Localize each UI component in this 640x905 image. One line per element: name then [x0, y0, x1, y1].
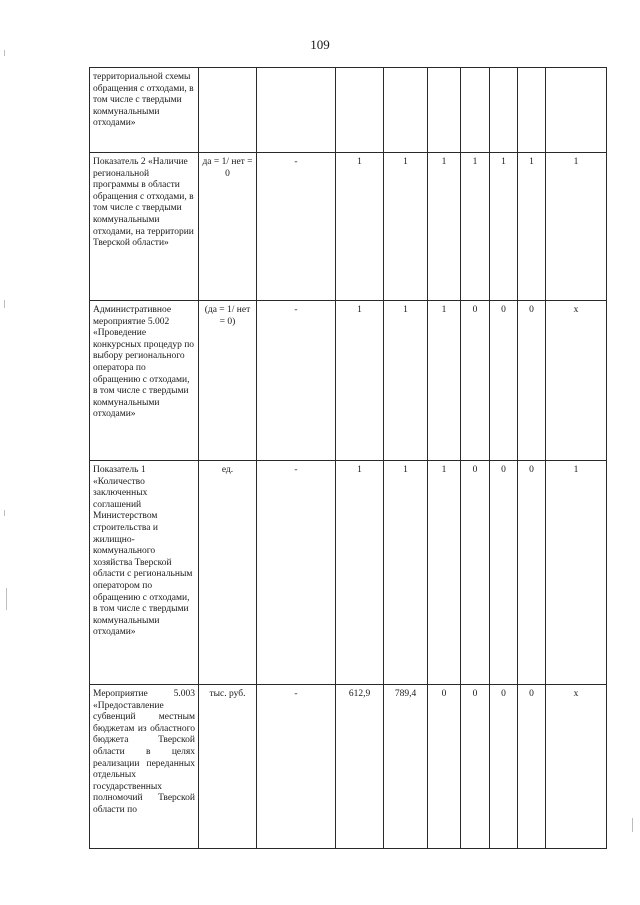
- table-row: [90, 153, 607, 301]
- value-cell-2: 1: [384, 461, 428, 685]
- value-cell-5: 0: [490, 461, 518, 685]
- unit-cell: [199, 68, 257, 153]
- final-value-cell: х: [546, 685, 607, 849]
- value-cell-4: [461, 68, 490, 153]
- table-row: [90, 301, 607, 461]
- row-name-cell: [90, 301, 199, 461]
- value-cell-3: 1: [428, 461, 461, 685]
- value-cell-4: 0: [461, 301, 490, 461]
- row-name-cell: [90, 685, 199, 849]
- value-cell-3: 0: [428, 685, 461, 849]
- row-name: Показатель 1 «Количество заключенных соглашений Министерством строительства и жилищно-коммунального хозяйства Тверской области с региональным оператором по обращению с отходами, в том числе с твердыми коммунальными отходами»: [93, 465, 193, 638]
- row-name: Мероприятие 5.003 «Предоставление субвенций местным бюджетам из областного бюджета Тверской области в целях реализации переданных отдельных государственных полномочий Тверской области по: [93, 689, 195, 815]
- value-cell-6: 0: [518, 301, 546, 461]
- value-cell-1: 1: [336, 301, 384, 461]
- base-value-cell: [257, 68, 336, 153]
- value-cell-1: 1: [336, 153, 384, 301]
- final-value-cell: 1: [546, 461, 607, 685]
- value-cell-6: 0: [518, 461, 546, 685]
- base-value-cell: -: [257, 301, 336, 461]
- row-name-cell: [90, 153, 199, 301]
- row-name-cell: [90, 68, 199, 153]
- value-cell-1: 612,9: [336, 685, 384, 849]
- unit-cell: да = 1/ нет = 0: [199, 153, 257, 301]
- value-cell-2: 1: [384, 301, 428, 461]
- table-row: [90, 68, 607, 153]
- indicator-table: [89, 67, 607, 849]
- row-name: территориальной схемы обращения с отходами, в том числе с твердыми коммунальными отходами»: [93, 72, 194, 129]
- row-name: Показатель 2 «Наличие региональной программы в области обращения с отходами, в том числе с твердыми коммунальными отходами, на территории Тверской области»: [93, 157, 194, 249]
- value-cell-5: 0: [490, 685, 518, 849]
- scan-artifact: [4, 510, 5, 516]
- page-number: 109: [310, 37, 330, 52]
- value-cell-2: [384, 68, 428, 153]
- scan-artifact: [6, 588, 7, 610]
- value-cell-3: [428, 68, 461, 153]
- table-row: [90, 685, 607, 849]
- scan-artifact: [4, 50, 5, 56]
- value-cell-5: [490, 68, 518, 153]
- value-cell-1: 1: [336, 461, 384, 685]
- value-cell-1: [336, 68, 384, 153]
- value-cell-6: 1: [518, 153, 546, 301]
- unit-cell: (да = 1/ нет = 0): [199, 301, 257, 461]
- row-name: Административное мероприятие 5.002 «Проведение конкурсных процедур по выбору регионального оператора по обращению с отходами, в том числе с твердыми коммунальными отходами»: [93, 305, 195, 420]
- value-cell-4: 0: [461, 461, 490, 685]
- base-value-cell: -: [257, 685, 336, 849]
- value-cell-2: 1: [384, 153, 428, 301]
- base-value-cell: -: [257, 153, 336, 301]
- final-value-cell: [546, 68, 607, 153]
- value-cell-6: 0: [518, 685, 546, 849]
- final-value-cell: 1: [546, 153, 607, 301]
- unit-cell: тыс. руб.: [199, 685, 257, 849]
- row-name-cell: [90, 461, 199, 685]
- unit-cell: ед.: [199, 461, 257, 685]
- value-cell-3: 1: [428, 153, 461, 301]
- value-cell-6: [518, 68, 546, 153]
- base-value-cell: -: [257, 461, 336, 685]
- value-cell-2: 789,4: [384, 685, 428, 849]
- value-cell-5: 0: [490, 301, 518, 461]
- final-value-cell: х: [546, 301, 607, 461]
- scan-artifact: [4, 300, 5, 308]
- value-cell-4: 0: [461, 685, 490, 849]
- scan-artifact: [632, 818, 633, 832]
- value-cell-4: 1: [461, 153, 490, 301]
- value-cell-5: 1: [490, 153, 518, 301]
- table-row: [90, 461, 607, 685]
- value-cell-3: 1: [428, 301, 461, 461]
